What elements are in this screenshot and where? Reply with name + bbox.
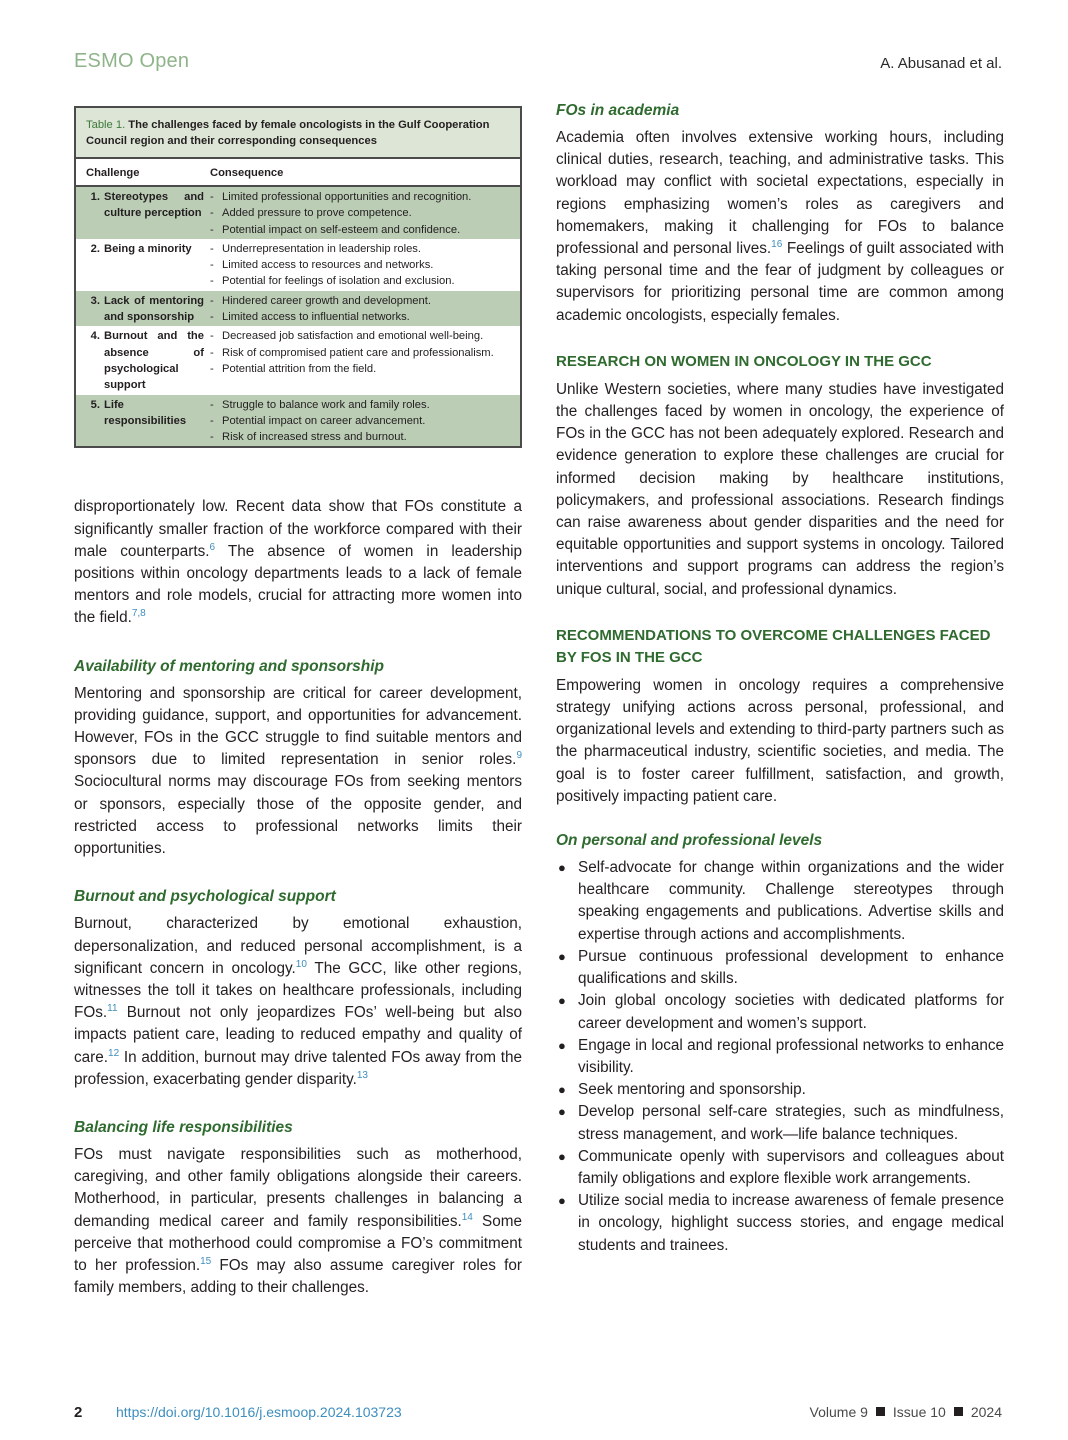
challenge-number: 4. [90, 330, 100, 343]
paragraph-minority [74, 496, 522, 629]
consequence-text: Decreased job satisfaction and emotional well-being. [222, 330, 484, 343]
text: FOs must navigate responsibilities such as motherhood, caregiving, and other family obligations alongside their careers. Motherhood, in particular, presents challenges in balancing a demanding medical career and family responsibilities. [74, 1145, 522, 1230]
table-row [76, 187, 520, 239]
consequence-item [210, 293, 510, 309]
citation[interactable]: 13 [356, 1069, 368, 1081]
page-number: 2 [74, 1404, 83, 1421]
table-row [76, 326, 520, 394]
dash-marker: - [210, 362, 214, 375]
list-item [556, 1035, 1004, 1079]
right-column [556, 102, 1004, 1257]
challenge-cell [86, 293, 210, 326]
list-item-text: Utilize social media to increase awareness of female presence in oncology, highlight success stories, and engage medical students and trainees. [578, 1192, 1004, 1254]
bullet-icon: ● [558, 993, 566, 1009]
text: The absence of women in leadership positions within oncology departments leads to a lack of female mentors and role models, crucial for attracting more women into the field. [74, 542, 522, 627]
table-caption [76, 108, 520, 159]
list-item-text: Engage in local and regional professional networks to enhance visibility. [578, 1036, 1004, 1076]
challenge-cell [86, 189, 210, 238]
consequence-cell [210, 397, 510, 446]
dash-marker: - [210, 207, 214, 220]
list-item [556, 857, 1004, 946]
journal-name: ESMO Open [74, 50, 190, 72]
list-item-text: Join global oncology societies with dedicated platforms for career development and women’s support. [578, 992, 1004, 1032]
consequence-item [210, 257, 510, 273]
consequence-text: Potential impact on career advancement. [222, 414, 426, 427]
dash-marker: - [210, 259, 214, 272]
bullet-icon: ● [558, 1193, 566, 1209]
separator-square [876, 1407, 885, 1416]
dash-marker: - [210, 346, 214, 359]
challenge-number: 5. [90, 398, 100, 411]
table-body [76, 187, 520, 446]
text: Sociocultural norms may discourage FOs from seeking mentors or sponsors, especially those of the opposite gender, and restricted access to professional networks limits their opportunities. [74, 773, 522, 858]
challenge-cell [86, 241, 210, 290]
consequence-cell [210, 328, 510, 393]
consequence-item [210, 222, 510, 238]
table-row [76, 239, 520, 291]
text: In addition, burnout may drive talented FOs away from the profession, exacerbating gender disparity. [74, 1048, 522, 1088]
table-header-row [76, 159, 520, 187]
heading-burnout: Burnout and psychological support [74, 888, 336, 906]
dash-marker: - [210, 311, 214, 324]
list-item [556, 1101, 1004, 1145]
running-authors: A. Abusanad et al. [880, 55, 1002, 72]
paragraph-recommendations: Empowering women in oncology requires a comprehensive strategy unifying actions across personal, professional, and organizational levels and extending to third-party partners such as the pharmaceutical industry, scientific societies, and media. The goal is to foster career fulfillment, satisfaction, and growth, positively impacting patient care. [556, 676, 1004, 805]
issue: Issue 10 [892, 1404, 946, 1420]
list-item [556, 946, 1004, 990]
citation[interactable]: 11 [107, 1003, 118, 1015]
consequence-text: Underrepresentation in leadership roles. [222, 242, 422, 255]
citation[interactable]: 16 [771, 238, 783, 250]
consequence-text: Risk of compromised patient care and professionalism. [222, 346, 494, 359]
consequence-item [210, 413, 510, 429]
list-item-text: Communicate openly with supervisors and colleagues about family obligations and explore flexible work arrangements. [578, 1147, 1004, 1187]
dash-marker: - [210, 431, 214, 444]
consequence-item [210, 328, 510, 344]
text: FOs may also assume caregiver roles for family members, adding to their challenges. [74, 1256, 522, 1297]
bullet-icon: ● [558, 1104, 566, 1120]
consequence-text: Hindered career growth and development. [222, 294, 431, 307]
consequence-text: Struggle to balance work and family roles. [222, 398, 430, 411]
dash-marker: - [210, 398, 214, 411]
dash-marker: - [210, 223, 214, 236]
header-challenge: Challenge [86, 167, 140, 179]
consequence-cell [210, 241, 510, 290]
dash-marker: - [210, 191, 214, 203]
consequence-item [210, 361, 510, 377]
left-column [74, 102, 522, 1299]
list-item-text: Self-advocate for change within organizations and the wider healthcare community. Challenge stereotypes through speaking engagements and publications. Advertise skills and expertise through actions and accomplishments. [578, 859, 1004, 943]
consequence-item [210, 189, 510, 205]
dash-marker: - [210, 275, 214, 288]
paragraph-academia [556, 127, 1004, 327]
table-1 [74, 106, 522, 448]
consequence-item [210, 273, 510, 289]
consequence-text: Limited access to influential networks. [222, 311, 410, 324]
challenge-number: 2. [90, 242, 100, 255]
list-item [556, 990, 1004, 1034]
paragraph-mentoring [74, 683, 522, 861]
consequence-item [210, 309, 510, 325]
text: Mentoring and sponsorship are critical for career development, providing guidance, support, and opportunities for advancement. However, FOs in the GCC struggle to find suitable mentors and sponsors due to limited representation in senior roles. [74, 684, 522, 769]
text: disproportionately low. Recent data show that FOs constitute a significantly smaller fraction of the workforce compared with their male counterparts. [74, 498, 522, 560]
consequence-item [210, 397, 510, 413]
dash-marker: - [210, 330, 214, 343]
list-item-text: Pursue continuous professional development to enhance qualifications and skills. [578, 947, 1004, 988]
heading-mentoring: Availability of mentoring and sponsorship [74, 657, 385, 675]
challenge-text: Life responsibilities [104, 398, 187, 427]
challenge-number: 3. [90, 294, 100, 307]
volume: Volume 9 [809, 1404, 868, 1420]
separator-square [954, 1407, 963, 1416]
table-row [76, 291, 520, 327]
volume-issue-year [810, 1404, 1002, 1420]
heading-balancing: Balancing life responsibilities [74, 1118, 293, 1136]
paragraph-research: Unlike Western societies, where many studies have investigated the challenges faced by women in oncology, the experience of FOs in the GCC has not been adequately explored. Research and evidence generation to explore these challenges are crucial for informed decision making by healthcare institutions, policymakers, and professional associations. Research findings can raise awareness about gender disparities and the need for equitable opportunities and support systems in oncology. Tailored interventions and support programs can address the region’s unique cultural, social, and professional dynamics. [556, 380, 1004, 598]
challenge-text: Being a minority [104, 242, 192, 255]
bullet-icon: ● [558, 1037, 566, 1053]
text: Academia often involves extensive working hours, including clinical duties, research, teaching, and administrative tasks. This workload may conflict with societal expectations, especially in regions emphasizing women’s roles as caregivers and homemakers, making it challenging for FOs to balance professional and personal lives. [556, 129, 1004, 258]
table-label: Table 1. [86, 119, 126, 131]
heading-recommendations: RECOMMENDATIONS TO OVERCOME CHALLENGES FACED BY FOS IN THE GCC [556, 626, 991, 666]
dash-marker: - [210, 294, 214, 307]
citation[interactable]: 6 [209, 541, 216, 553]
heading-personal-levels: On personal and professional levels [556, 832, 823, 850]
challenge-text: Burnout and the absence of psychological support [104, 330, 204, 392]
text: The GCC, like other regions, witnesses the toll it takes on healthcare professionals, including FOs. [74, 959, 522, 1022]
consequence-text: Limited professional opportunities and recognition. [222, 191, 472, 203]
doi-link[interactable]: https://doi.org/10.1016/j.esmoop.2024.103723 [116, 1404, 402, 1420]
year: 2024 [970, 1404, 1002, 1420]
consequence-text: Potential for feelings of isolation and exclusion. [222, 275, 455, 288]
consequence-item [210, 205, 510, 221]
heading-research: RESEARCH ON WOMEN IN ONCOLOGY IN THE GCC [556, 352, 932, 370]
citation[interactable]: 10 [295, 958, 307, 970]
challenge-text: Stereotypes and culture perception [104, 191, 204, 220]
consequence-item [210, 429, 510, 445]
bullet-icon: ● [558, 948, 566, 964]
table-row [76, 395, 520, 447]
consequence-text: Limited access to resources and networks. [222, 259, 434, 272]
text: Burnout, characterized by emotional exhaustion, depersonalization, and reduced personal accomplishment, is a significant concern in oncology. [74, 915, 522, 977]
bullet-icon: ● [558, 1148, 566, 1164]
challenge-text: Lack of mentoring and sponsorship [104, 294, 204, 324]
consequence-cell [210, 293, 510, 326]
challenge-number: 1. [90, 191, 100, 203]
challenge-cell [86, 397, 210, 446]
text: Feelings of guilt associated with taking personal time and the fear of judgment by colleagues or supervisors for prioritizing personal time are common among academic oncologists, especially females. [556, 240, 1004, 324]
bullet-icon: ● [558, 860, 566, 876]
header-consequence: Consequence [210, 167, 284, 179]
citation[interactable]: 9 [516, 750, 522, 762]
citation[interactable]: 12 [108, 1047, 120, 1059]
consequence-text: Added pressure to prove competence. [222, 207, 412, 220]
heading-academia: FOs in academia [556, 102, 680, 119]
list-item-text: Develop personal self-care strategies, such as mindfulness, stress management, and work—life balance techniques. [578, 1103, 1004, 1143]
consequence-text: Potential impact on self-esteem and confidence. [222, 223, 461, 236]
dash-marker: - [210, 242, 214, 255]
consequence-cell [210, 189, 510, 238]
table-caption-text: The challenges faced by female oncologists in the Gulf Cooperation Council region and their corresponding consequences [86, 119, 490, 147]
text: Some perceive that motherhood could compromise a FO’s commitment to her profession. [74, 1212, 522, 1274]
list-item [556, 1190, 1004, 1257]
dash-marker: - [210, 414, 214, 427]
list-item [556, 1146, 1004, 1190]
list-item [556, 1079, 1004, 1101]
consequence-item [210, 241, 510, 257]
challenge-cell [86, 328, 210, 393]
consequence-text: Risk of increased stress and burnout. [222, 431, 407, 444]
consequence-item [210, 345, 510, 361]
citation[interactable]: 15 [200, 1255, 212, 1267]
bullet-icon: ● [558, 1082, 566, 1098]
list-item-text: Seek mentoring and sponsorship. [578, 1081, 806, 1099]
paragraph-balancing [74, 1144, 522, 1299]
citation[interactable]: 7,8 [131, 608, 146, 620]
recommendation-list [556, 857, 1004, 1257]
text: Burnout not only jeopardizes FOs’ well-being but also impacts patient care, leading to reduced empathy and quality of care. [74, 1004, 522, 1066]
consequence-text: Potential attrition from the field. [222, 362, 377, 375]
paragraph-burnout [74, 913, 522, 1091]
citation[interactable]: 14 [461, 1211, 473, 1223]
